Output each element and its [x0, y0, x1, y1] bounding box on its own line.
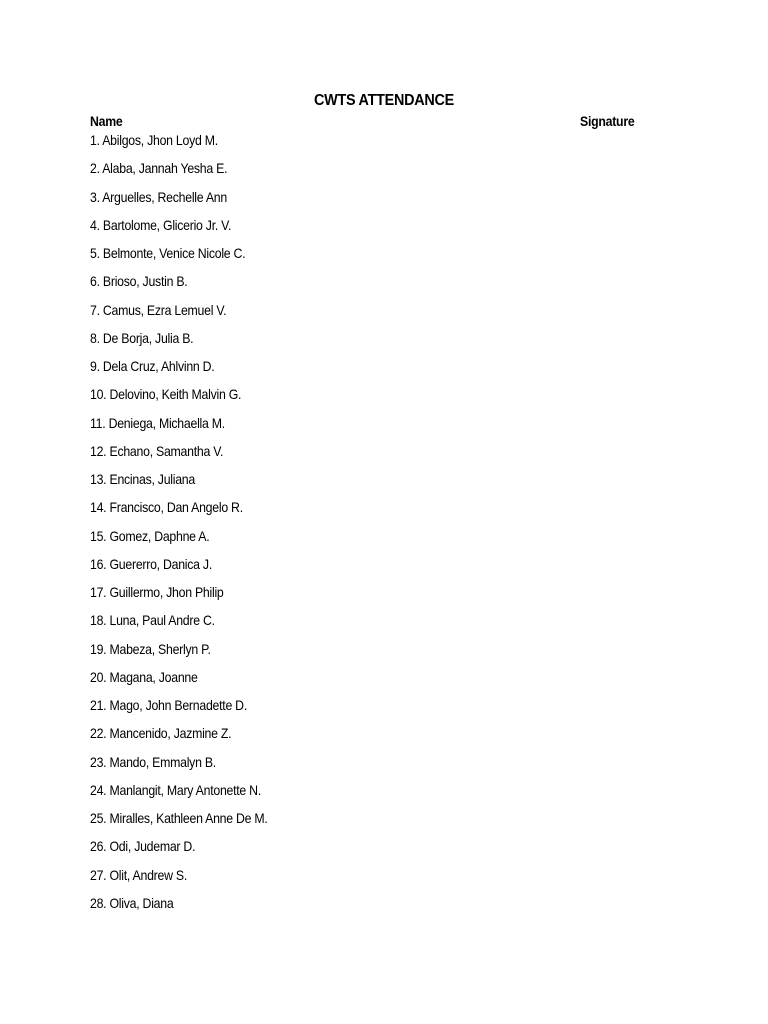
list-item: 21. Mago, John Bernadette D.: [90, 697, 247, 713]
list-item: 4. Bartolome, Glicerio Jr. V.: [90, 216, 232, 233]
list-item: 24. Manlangit, Mary Antonette N.: [90, 781, 261, 798]
list-item: 3. Arguelles, Rechelle Ann: [90, 188, 227, 205]
list-item: 12. Echano, Samantha V.: [90, 442, 224, 459]
list-item: 15. Gomez, Daphne A.: [90, 527, 210, 544]
list-item: 28. Oliva, Diana: [90, 894, 174, 911]
list-item: 16. Guererro, Danica J.: [90, 555, 212, 572]
attendance-list: [90, 131, 292, 922]
list-item: 14. Francisco, Dan Angelo R.: [90, 499, 243, 516]
list-item: 27. Olit, Andrew S.: [90, 866, 188, 883]
name-column-header: Name: [90, 113, 123, 129]
list-item: 18. Luna, Paul Andre C.: [90, 612, 215, 629]
list-item: 11. Deniega, Michaella M.: [90, 414, 225, 431]
list-item: 5. Belmonte, Venice Nicole C.: [90, 245, 246, 261]
list-item: 22. Mancenido, Jazmine Z.: [90, 725, 232, 742]
list-item: 8. De Borja, Julia B.: [90, 329, 194, 346]
list-item: 2. Alaba, Jannah Yesha E.: [90, 160, 228, 177]
list-item: 25. Miralles, Kathleen Anne De M.: [90, 810, 268, 826]
list-item: 9. Dela Cruz, Ahlvinn D.: [90, 358, 215, 374]
list-item: 10. Delovino, Keith Malvin G.: [90, 386, 242, 403]
list-item: 1. Abilgos, Jhon Loyd M.: [90, 132, 218, 148]
list-item: 6. Brioso, Justin B.: [90, 273, 188, 290]
list-item: 23. Mando, Emmalyn B.: [90, 753, 216, 770]
list-item: 19. Mabeza, Sherlyn P.: [90, 640, 211, 657]
list-item: 20. Magana, Joanne: [90, 668, 198, 685]
list-item: 13. Encinas, Juliana: [90, 471, 195, 487]
list-item: 26. Odi, Judemar D.: [90, 838, 196, 855]
signature-column-header: Signature: [580, 113, 635, 129]
list-item: 17. Guillermo, Jhon Philip: [90, 584, 224, 600]
page-title: CWTS ATTENDANCE: [314, 92, 454, 109]
list-item: 7. Camus, Ezra Lemuel V.: [90, 301, 227, 318]
